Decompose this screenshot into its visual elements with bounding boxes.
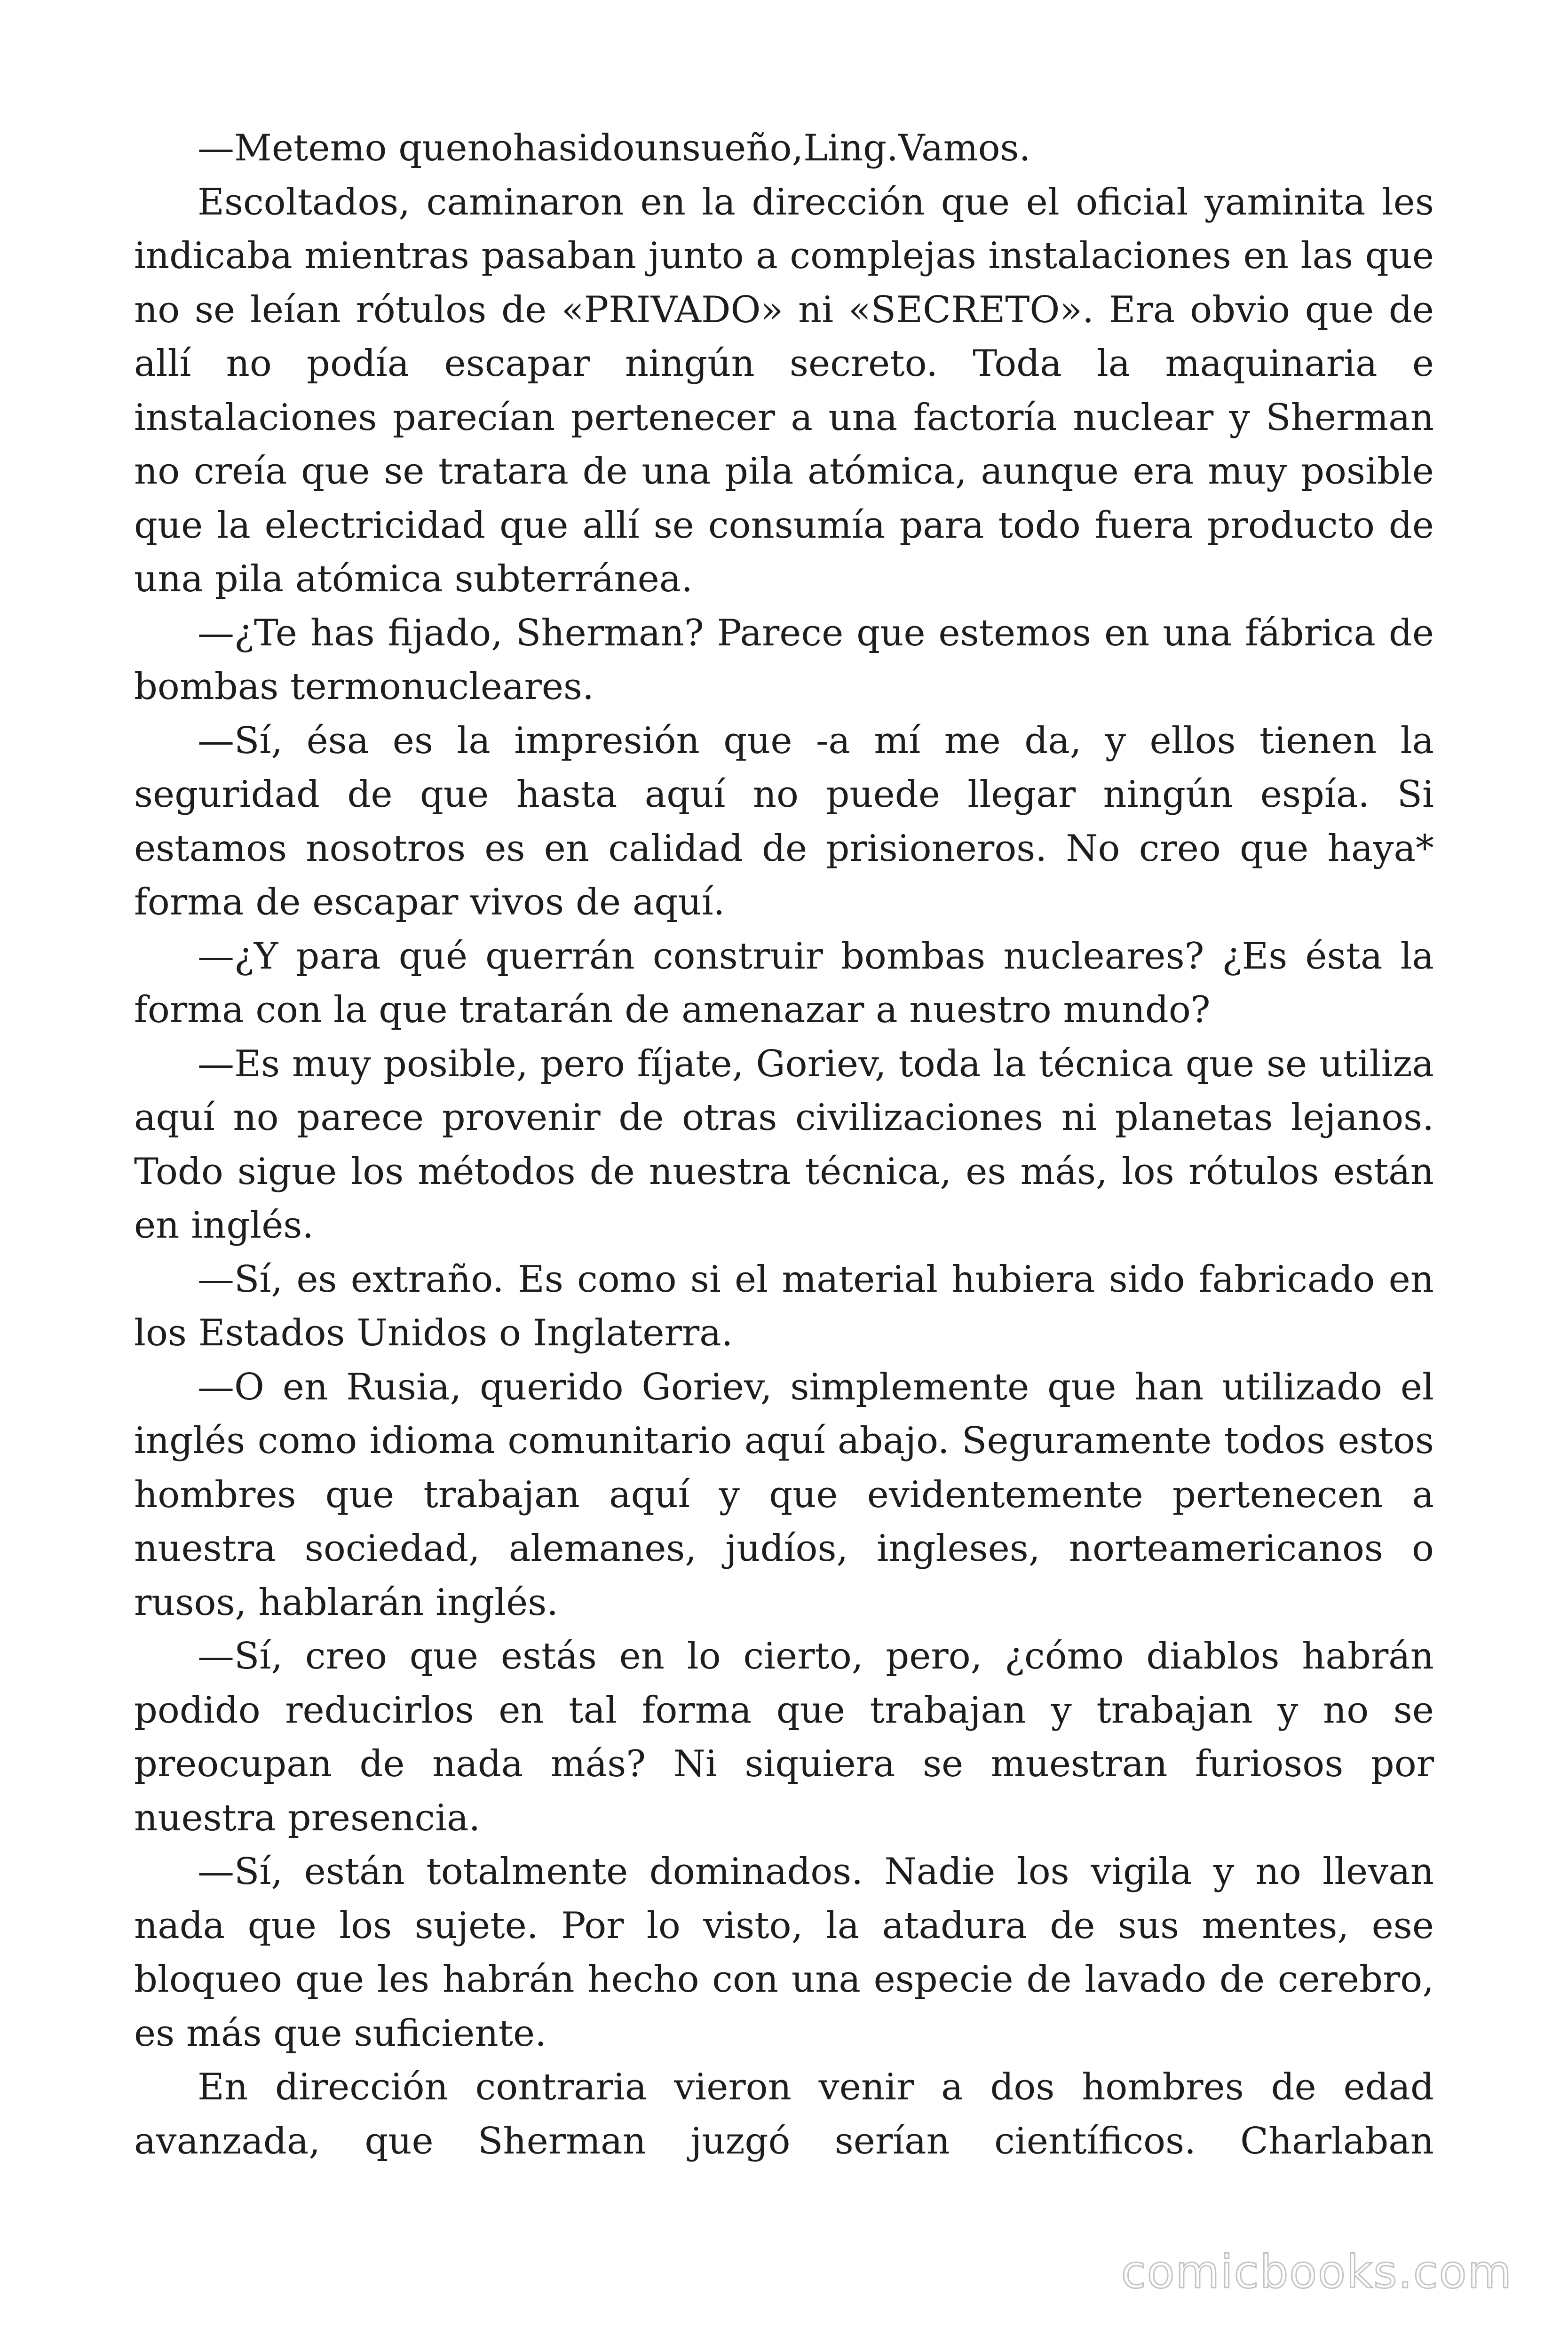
paragraph-9: —Sí, creo que estás en lo cierto, pero, ¿cómo diablos habrán podido reducirlos en tal forma que trabajan y trabajan y no se preocupan de nada más? Ni siquiera se muestran furiosos por nuestra presencia.	[134, 1635, 1434, 1839]
paragraph-5: —¿Y para qué querrán construir bombas nucleares? ¿Es ésta la forma con la que tratarán de amenazar a nuestro mundo?	[134, 935, 1434, 1031]
paragraph-11: En dirección contraria vieron venir a dos hombres de edad avanzada, que Sherman juzgó serían científicos. Charlaban	[134, 2066, 1434, 2162]
paragraph-3: —¿Te has fijado, Sherman? Parece que estemos en una fábrica de bombas termonucleares.	[134, 612, 1434, 708]
paragraph-4: —Sí, ésa es la impresión que -a mí me da, y ellos tienen la seguridad de que hasta aquí no puede llegar ningún espía. Si estamos nosotros es en calidad de prisioneros. No creo que haya* forma de escapar vivos de aquí.	[134, 719, 1434, 923]
paragraph-6: —Es muy posible, pero fíjate, Goriev, toda la técnica que se utiliza aquí no parece provenir de otras civilizaciones ni planetas lejanos. Todo sigue los métodos de nuestra técnica, es más, los rótulos están en inglés.	[134, 1042, 1434, 1247]
watermark-logo: comicbooks.com	[1121, 2246, 1513, 2298]
paragraph-1: —Metemo quenohasidounsueño,Ling.Vamos.	[198, 127, 1031, 169]
paragraph-2: Escoltados, caminaron en la dirección que el oficial yaminita les indicaba mientras pasaban junto a complejas instalaciones en las que no se leían rótulos de «PRIVADO» ni «SECRETO». Era obvio que de allí no podía escapar ningún secreto. Toda la maquinaria e instalaciones parecían pertenecer a una factoría nuclear y Sherman no creía que se tratara de una pila atómica, aunque era muy posible que la electricidad que allí se consumía para todo fuera producto de una pila atómica subterránea.	[134, 181, 1434, 600]
paragraph-8: —O en Rusia, querido Goriev, simplemente que han utilizado el inglés como idioma comunitario aquí abajo. Seguramente todos estos hombres que trabajan aquí y que evidentemente pertenecen a nuestra sociedad, alemanes, judíos, ingleses, norteamericanos o rusos, hablarán inglés.	[134, 1366, 1434, 1624]
paragraph-10: —Sí, están totalmente dominados. Nadie los vigila y no llevan nada que los sujete. Por lo visto, la atadura de sus mentes, ese bloqueo que les habrán hecho con una especie de lavado de cerebro, es más que suficiente.	[134, 1851, 1434, 2055]
paragraph-7: —Sí, es extraño. Es como si el material hubiera sido fabricado en los Estados Unidos o Inglaterra.	[134, 1258, 1434, 1354]
